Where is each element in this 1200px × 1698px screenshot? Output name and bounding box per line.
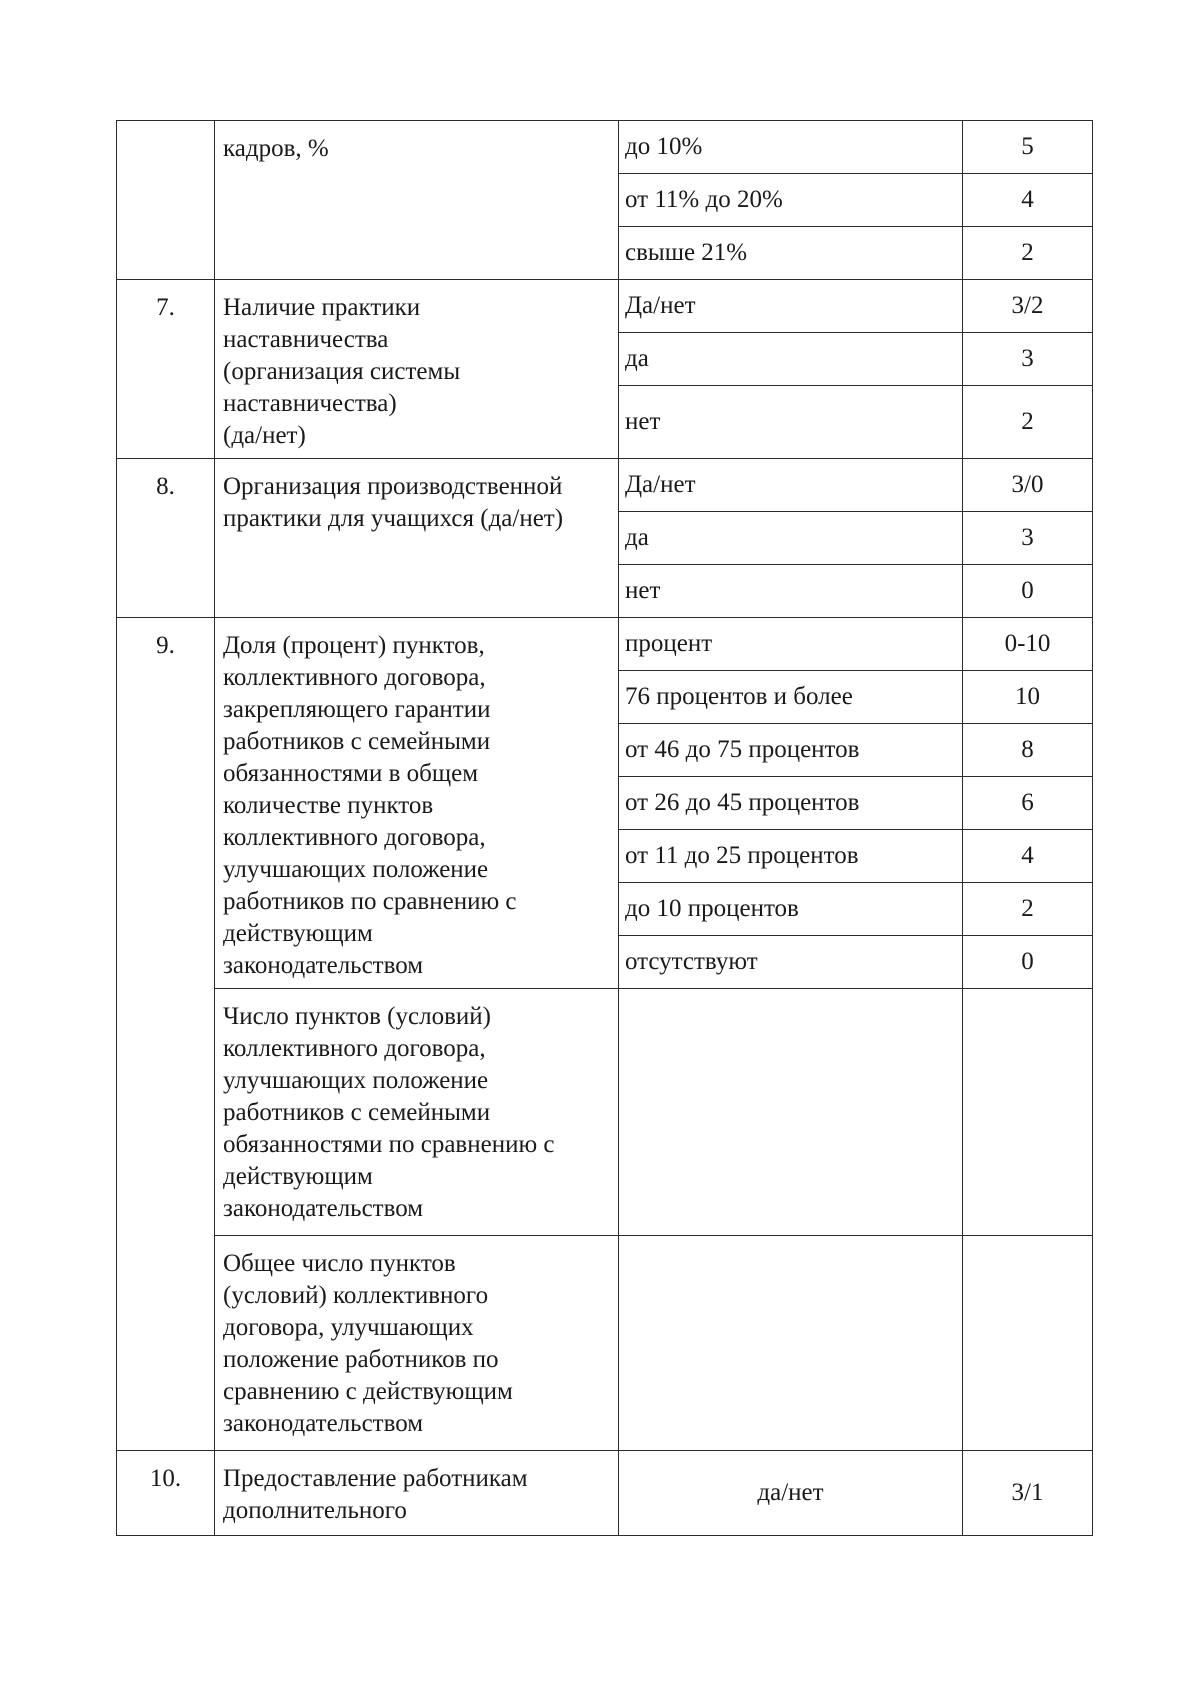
option-label: Да/нет [619,459,963,512]
option-label: от 46 до 75 процентов [619,724,963,777]
criteria-table [116,120,1093,1536]
option-score: 8 [963,724,1093,777]
criterion-name-line: законодательством [223,1195,424,1222]
criterion-name-line: коллективного договора, [223,1035,486,1062]
criterion-name-line: закрепляющего гарантии [223,696,491,723]
criterion-name [215,1451,619,1536]
criterion-name-line: Организация производственной [223,473,563,500]
option-score: 3/1 [963,1451,1093,1536]
table-row [117,1236,1093,1451]
row-number: 8. [117,459,215,618]
criterion-name [215,1236,619,1451]
criterion-name-line: наставничества) [223,390,397,417]
criterion-name-line: коллективного договора, [223,664,486,691]
option-score: 2 [963,227,1093,280]
criterion-name [215,989,619,1236]
criterion-name-line: работников по сравнению с [223,888,517,915]
option-label: Да/нет [619,280,963,333]
table-row [117,459,1093,512]
criterion-name-line: договора, улучшающих [223,1314,474,1341]
empty-score-cell [963,1236,1093,1451]
option-label: до 10% [619,121,963,174]
option-score: 2 [963,883,1093,936]
criterion-name-line: законодательством [223,1410,424,1437]
criterion-name-line: практики для учащихся (да/нет) [223,505,564,532]
criterion-name-line: кадров, % [223,135,329,162]
criterion-name-line: коллективного договора, [223,824,486,851]
option-label: нет [619,565,963,618]
option-label: свыше 21% [619,227,963,280]
criterion-name-line: действующим [223,920,373,947]
criterion-name-line: работников с семейными [223,728,491,755]
criterion-name-line: положение работников по [223,1346,499,1373]
option-label: 76 процентов и более [619,671,963,724]
option-label: от 11% до 20% [619,174,963,227]
option-label: да [619,512,963,565]
criterion-name-line: (да/нет) [223,422,306,449]
criterion-name-line: наставничества [223,326,389,353]
option-score: 3 [963,512,1093,565]
row-number: 9. [117,618,215,1451]
criterion-name [215,618,619,989]
option-label: до 10 процентов [619,883,963,936]
criterion-name-line: Наличие практики [223,294,421,321]
criterion-name-line: улучшающих положение [223,856,489,883]
empty-option-cell [619,1236,963,1451]
table-row [117,280,1093,333]
criterion-name-line: обязанностями в общем [223,760,479,787]
option-score: 3/2 [963,280,1093,333]
criterion-name [215,459,619,618]
criterion-name-line: (организация системы [223,358,461,385]
option-score: 5 [963,121,1093,174]
criterion-name-line: дополнительного [223,1497,407,1524]
row-number: 7. [117,280,215,459]
option-score: 10 [963,671,1093,724]
table-row [117,618,1093,671]
option-score: 4 [963,830,1093,883]
empty-option-cell [619,989,963,1236]
table-row [117,1451,1093,1536]
criterion-name-line: количестве пунктов [223,792,434,819]
criterion-name [215,280,619,459]
criterion-name-line: Общее число пунктов [223,1250,456,1277]
option-label: от 26 до 45 процентов [619,777,963,830]
criterion-name-line: законодательством [223,952,424,979]
option-score: 0 [963,936,1093,989]
criterion-name-line: работников с семейными [223,1099,491,1126]
option-label: да [619,333,963,386]
option-label: процент [619,618,963,671]
option-label: отсутствуют [619,936,963,989]
criterion-name-line: сравнению с действующим [223,1378,513,1405]
criterion-name-line: (условий) коллективного [223,1282,489,1309]
option-score: 0 [963,565,1093,618]
option-score: 3 [963,333,1093,386]
criterion-name-line: обязанностями по сравнению с [223,1131,555,1158]
criterion-name-line: Предоставление работникам [223,1465,528,1492]
criterion-name [215,121,619,280]
option-label: да/нет [619,1451,963,1536]
criterion-name-line: улучшающих положение [223,1067,489,1094]
row-number: 10. [117,1451,215,1536]
option-label: от 11 до 25 процентов [619,830,963,883]
option-score: 4 [963,174,1093,227]
option-score: 2 [963,386,1093,459]
criterion-name-line: действующим [223,1163,373,1190]
row-number [117,121,215,280]
option-score: 0-10 [963,618,1093,671]
option-score: 6 [963,777,1093,830]
option-label: нет [619,386,963,459]
criterion-name-line: Доля (процент) пунктов, [223,632,485,659]
table-row [117,121,1093,174]
empty-score-cell [963,989,1093,1236]
criterion-name-line: Число пунктов (условий) [223,1003,491,1030]
option-score: 3/0 [963,459,1093,512]
table-row [117,989,1093,1236]
